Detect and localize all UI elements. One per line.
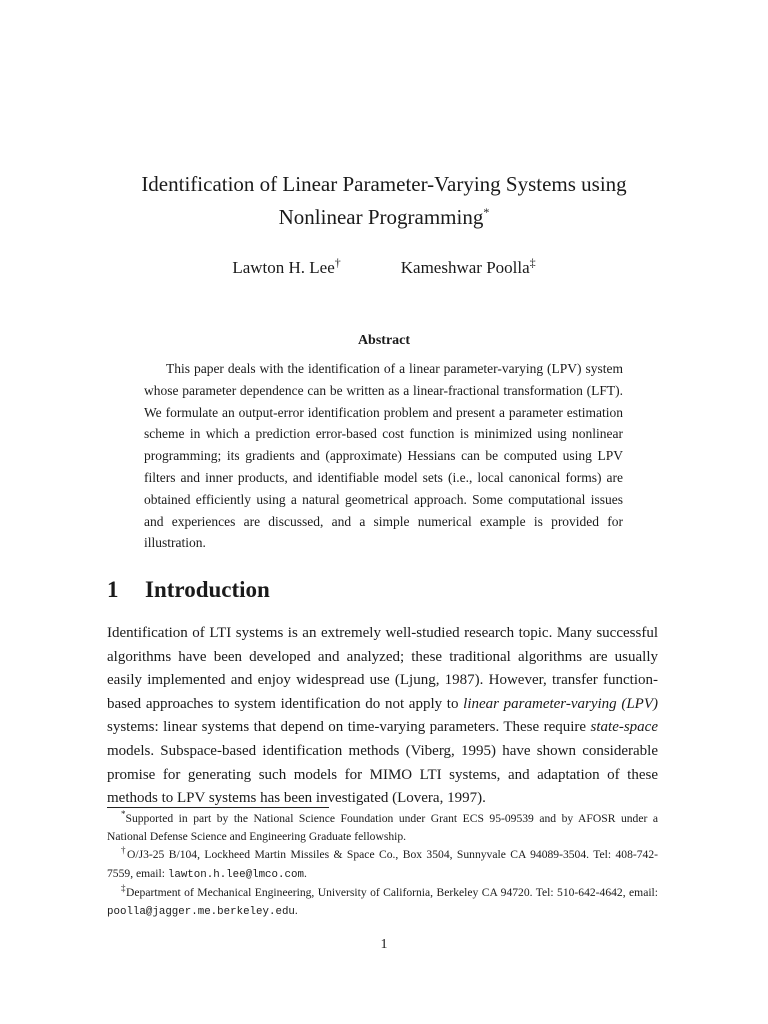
footnote-rule (107, 807, 329, 808)
footnote-2: †O/J3-25 B/104, Lockheed Martin Missiles & Space Co., Box 3504, Sunnyvale CA 94089-3504. Tel: 408-742-7559, email: lawton.h.lee@lmco.com. (107, 845, 658, 881)
intro-paragraph: Identification of LTI systems is an extremely well-studied research topic. Many successful algorithms have been developed and analyzed; these traditional algorithms are usually easily implemented and enjoy widespread use (Ljung, 1987). However, transfer function-based approaches to system identification do not apply to linear parameter-varying (LPV) systems: linear systems that depend on time-varying parameters. These require state-space models. Subspace-based identification methods (Viberg, 1995) have shown considerable promise for generating such models for MIMO LTI systems, and adaptation of these methods to LPV systems has been investigated (Lovera, 1997). (107, 625, 658, 807)
section-heading (107, 577, 270, 603)
author-1: Lawton H. Lee† (232, 255, 341, 277)
abstract-text: This paper deals with the identification of a linear parameter-varying (LPV) system whose parameter dependence can be written as a linear-fractional transformation (LFT). We formulate an output-error identification problem and present a parameter estimation scheme in which a prediction error-based cost function is minimized using nonlinear programming; its gradients and (approximate) Hessians can be computed using LPV filters and inner products, and identifiable model sets (i.e., local canonical forms) are obtained efficiently using a natural geometrical approach. Some computational issues and experiences are discussed, and a simple numerical example is provided for illustration. (144, 361, 623, 551)
section-number: 1 (107, 577, 119, 602)
paper-title (0, 168, 768, 234)
footnote-1: *Supported in part by the National Science Foundation under Grant ECS 95-09539 and by AFOSR under a National Defense Science and Engineering Graduate fellowship. (107, 809, 658, 844)
emphasis-lpv: linear parameter-varying (LPV) (463, 695, 658, 712)
title-line-1: Identification of Linear Parameter-Varying Systems using (141, 172, 627, 196)
abstract-body (144, 358, 623, 554)
title-footnote-mark: * (483, 205, 490, 219)
email-lee: lawton.h.lee@lmco.com (167, 868, 304, 881)
footnotes (107, 810, 658, 921)
footnote-3: ‡Department of Mechanical Engineering, University of California, Berkeley CA 94720. Tel: 510-642-4642, email: poolla@jagger.me.berkeley.edu. (107, 882, 658, 919)
title-line-2: Nonlinear Programming* (278, 205, 490, 229)
author-2: Kameshwar Poolla‡ (400, 255, 536, 277)
emphasis-state-space: state-space (590, 719, 658, 736)
author-list (0, 255, 768, 278)
abstract-heading: Abstract (357, 333, 411, 348)
page-number: 1 (380, 937, 388, 952)
email-poolla: poolla@jagger.me.berkeley.edu (107, 906, 295, 919)
section-title: Introduction (145, 577, 270, 602)
